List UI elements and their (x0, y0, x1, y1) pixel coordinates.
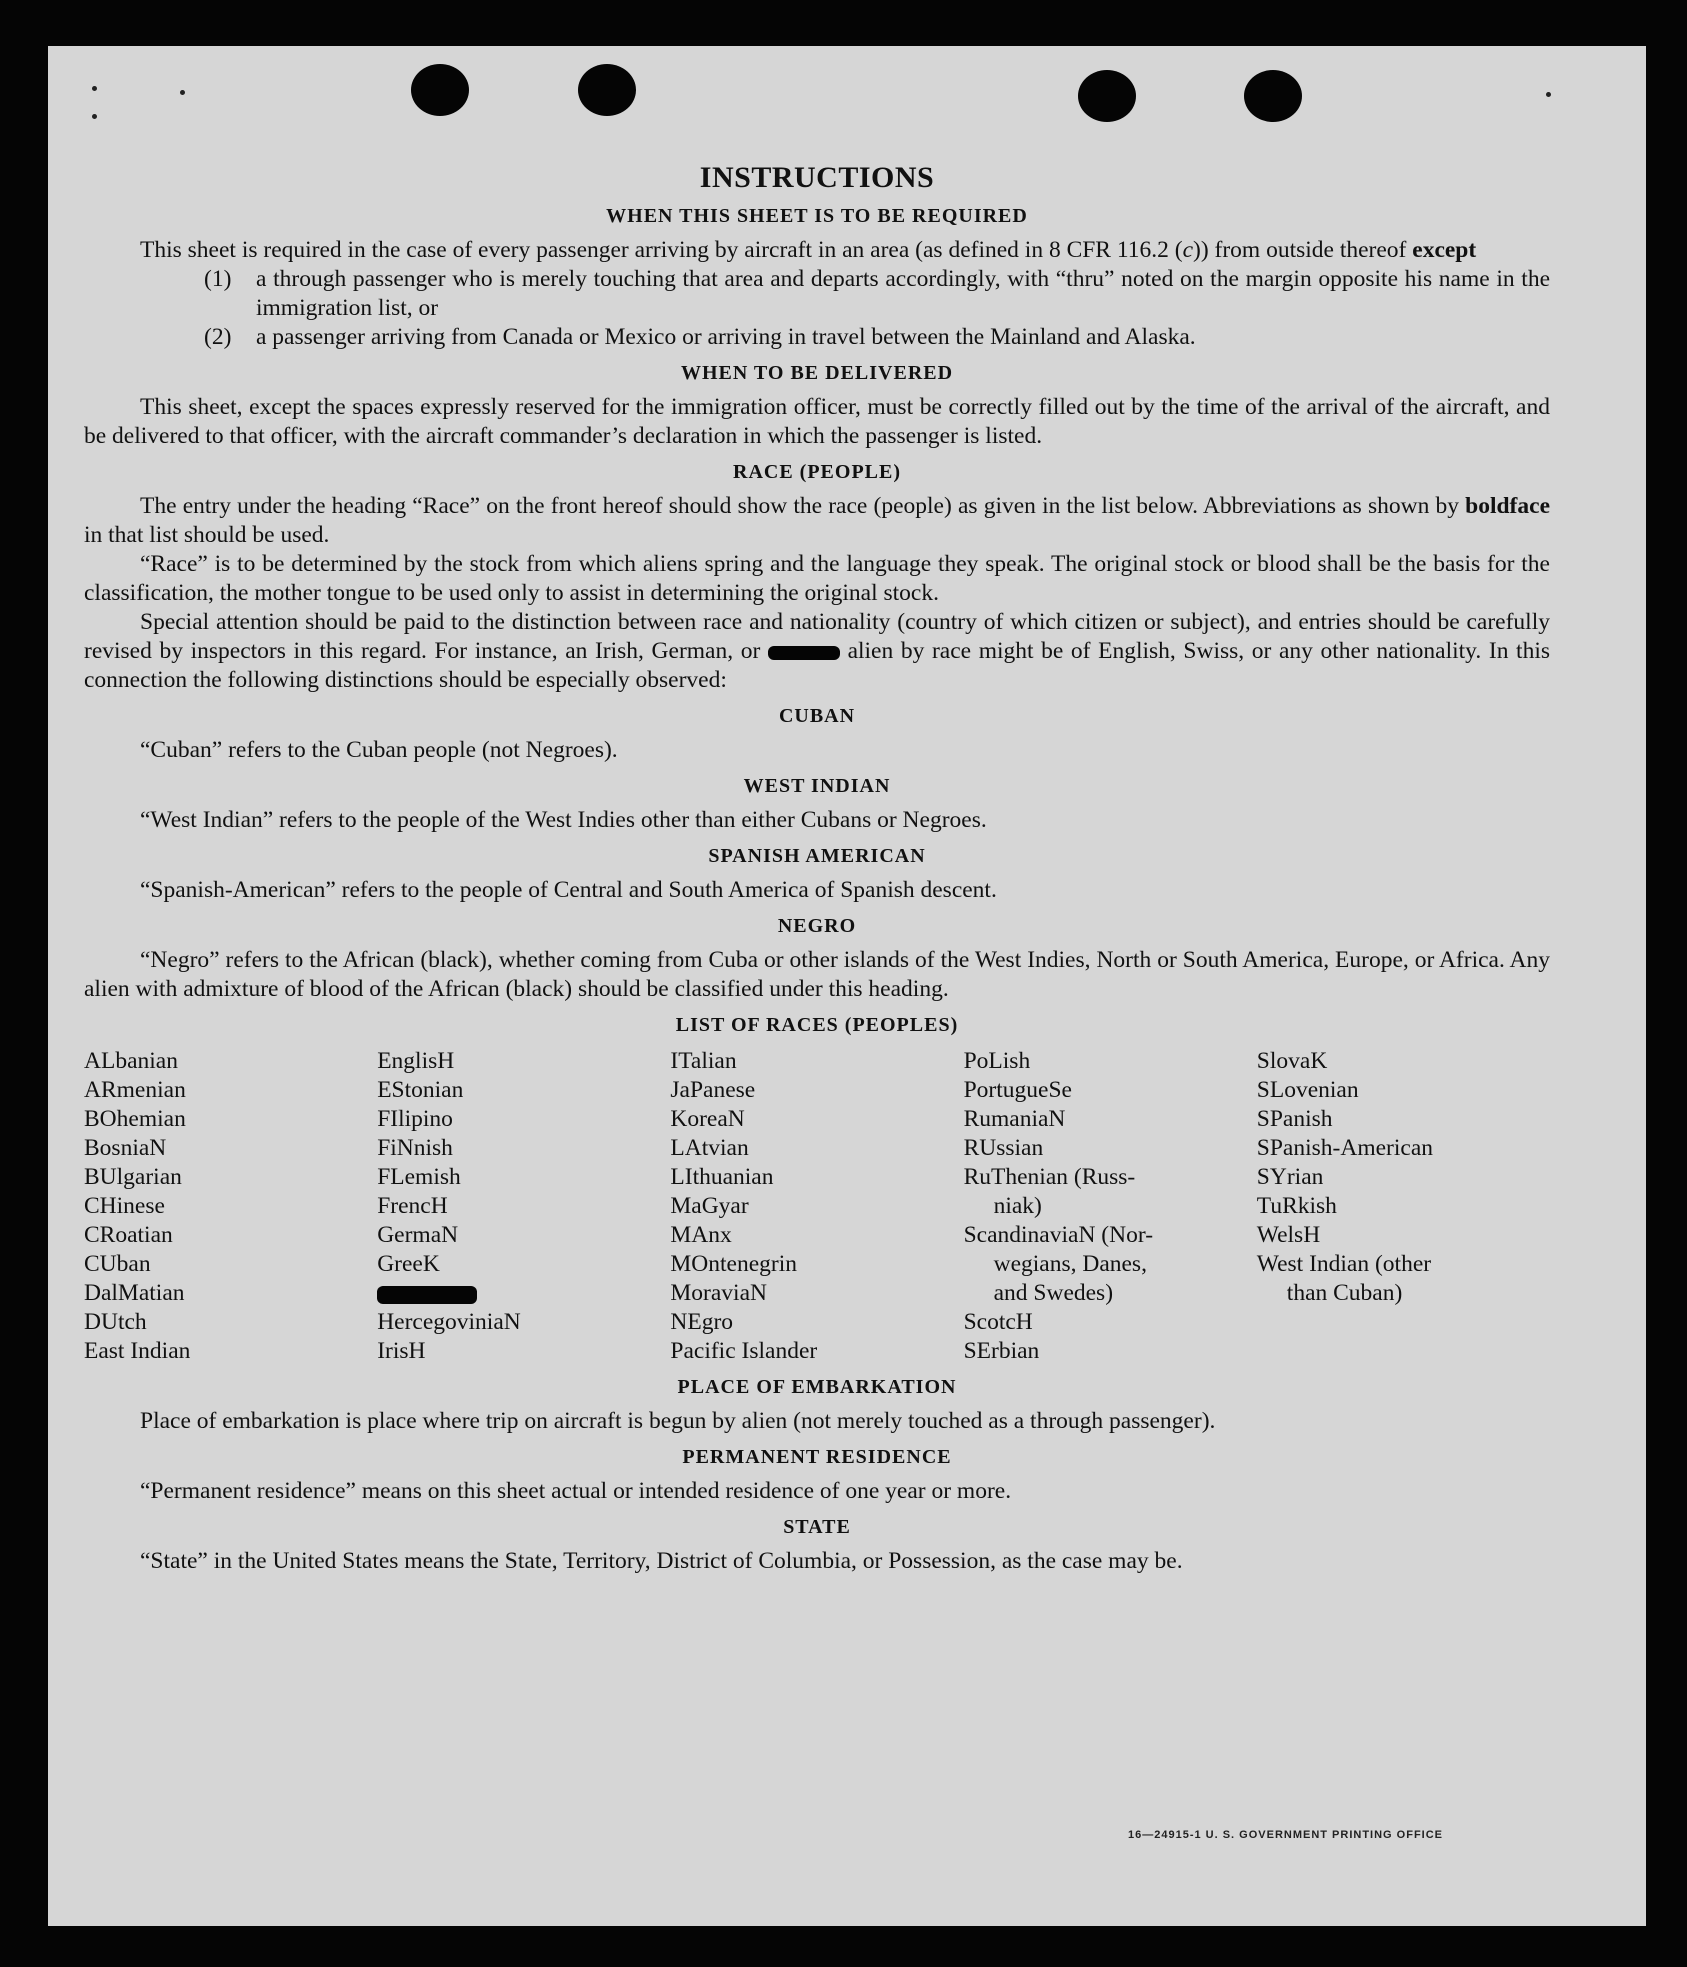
race-column (1257, 1047, 1550, 1366)
list-item: (2) a passenger arriving from Canada or Mexico or arriving in travel between the Mainland and Alaska. (204, 324, 1196, 350)
race-entry: MoraviaN (670, 1280, 767, 1306)
section-heading: NEGRO (777, 915, 857, 937)
punch-hole (1244, 70, 1302, 122)
paragraph: The entry under the heading “Race” on the front hereof should show the race (people) as given in the list below. Abbreviations as shown by boldface in that list should be used. (84, 493, 1550, 548)
race-entry: SErbian (963, 1338, 1040, 1364)
section-heading: CUBAN (778, 705, 856, 727)
punch-hole (411, 64, 469, 116)
race-entry: CUban (84, 1251, 151, 1277)
race-entry: TuRkish (1256, 1193, 1337, 1219)
race-entry: East Indian (84, 1338, 191, 1364)
race-list (84, 1047, 1550, 1366)
race-entry: SlovaK (1256, 1048, 1328, 1074)
race-entry: CHinese (84, 1193, 165, 1219)
page-title: INSTRUCTIONS (699, 161, 935, 194)
race-entry: BOhemian (84, 1106, 186, 1132)
race-entry: DUtch (84, 1309, 147, 1335)
race-entry: LAtvian (670, 1135, 749, 1161)
punch-hole (578, 64, 636, 116)
race-entry: ITalian (670, 1048, 737, 1074)
paragraph: This sheet, except the spaces expressly reserved for the immigration officer, must be correctly filled out by the time of the arrival of the aircraft, and be delivered to that officer, with the aircraft commander’s declaration in which the passenger is listed. (84, 394, 1550, 449)
section-heading: STATE (783, 1516, 851, 1538)
race-entry: RUssian (963, 1135, 1044, 1161)
race-column (964, 1047, 1257, 1366)
section-heading: LIST OF RACES (PEOPLES) (675, 1014, 959, 1036)
instructions-body (84, 161, 1550, 1576)
race-entry: DalMatian (84, 1280, 185, 1306)
section-heading: WHEN THIS SHEET IS TO BE REQUIRED (606, 205, 1028, 227)
race-entry: EStonian (377, 1077, 464, 1103)
race-entry: CRoatian (84, 1222, 173, 1248)
race-column (84, 1047, 377, 1366)
race-entry: NEgro (670, 1309, 734, 1335)
race-entry: and Swedes) (993, 1280, 1114, 1306)
redaction-mark (377, 1286, 477, 1304)
paragraph: “West Indian” refers to the people of the West Indies other than either Cubans or Negroes. (140, 807, 987, 833)
race-entry: FrencH (377, 1193, 448, 1219)
race-entry (377, 1279, 670, 1308)
race-entry: wegians, Danes, (993, 1251, 1147, 1277)
race-entry: FLemish (377, 1164, 461, 1190)
race-entry: KoreaN (670, 1106, 745, 1132)
paragraph: “Permanent residence” means on this sheet actual or intended residence of one year or more. (140, 1478, 1012, 1504)
race-entry: MaGyar (670, 1193, 749, 1219)
race-entry: than Cuban) (1286, 1280, 1403, 1306)
race-entry: BUlgarian (84, 1164, 182, 1190)
race-entry: HercegoviniaN (377, 1309, 521, 1335)
race-entry: EnglisH (377, 1048, 455, 1074)
race-entry: SPanish-American (1256, 1135, 1434, 1161)
list-item: (1) a through passenger who is merely touching that area and departs accordingly, with “thru” noted on the margin opposite his name in the immigration list, or (204, 266, 1550, 321)
section-heading: RACE (PEOPLE) (733, 461, 901, 483)
race-entry: ScandinaviaN (Nor- (963, 1222, 1154, 1248)
race-entry: PoLish (963, 1048, 1031, 1074)
race-entry: ScotcH (963, 1309, 1033, 1335)
race-entry: BosniaN (84, 1135, 167, 1161)
speck (92, 86, 97, 91)
punch-hole (1078, 70, 1136, 122)
race-entry: MOntenegrin (670, 1251, 798, 1277)
race-entry: WelsH (1256, 1222, 1321, 1248)
race-entry: SYrian (1256, 1164, 1324, 1190)
race-entry: IrisH (377, 1338, 426, 1364)
race-entry: JaPanese (670, 1077, 756, 1103)
paragraph: “Negro” refers to the African (black), whether coming from Cuba or other islands of the West Indies, North or South America, Europe, or Africa. Any alien with admixture of blood of the African (black) should be classified under this heading. (84, 947, 1550, 1002)
speck (1546, 92, 1551, 97)
speck (92, 114, 97, 119)
section-heading: WEST INDIAN (743, 775, 891, 797)
paragraph: “Cuban” refers to the Cuban people (not Negroes). (140, 737, 618, 763)
section-heading: WHEN TO BE DELIVERED (680, 362, 954, 384)
section-heading: PLACE OF EMBARKATION (677, 1376, 957, 1398)
race-entry: PortugueSe (963, 1077, 1072, 1103)
race-entry: West Indian (other (1256, 1251, 1432, 1277)
race-column (670, 1047, 963, 1366)
paragraph: Place of embarkation is place where trip on aircraft is begun by alien (not merely touched as a through passenger). (140, 1408, 1216, 1434)
paragraph: “State” in the United States means the State, Territory, District of Columbia, or Possession, as the case may be. (140, 1548, 1183, 1574)
section-heading: SPANISH AMERICAN (708, 845, 926, 867)
race-entry: niak) (993, 1193, 1042, 1219)
paragraph: This sheet is required in the case of every passenger arriving by aircraft in an area (as defined in 8 CFR 116.2 (c)) from outside thereof except (140, 237, 1477, 263)
race-entry: FiNnish (377, 1135, 453, 1161)
race-entry: Pacific Islander (670, 1338, 818, 1364)
race-entry: RuThenian (Russ- (963, 1164, 1136, 1190)
paragraph: Special attention should be paid to the distinction between race and nationality (country of which citizen or subject), and entries should be carefully revised by inspectors in this regard. For instance, an Irish, German, or alien by race might be of English, Swiss, or any other nationality. In this connection the following distinctions should be especially observed: (84, 609, 1551, 693)
redaction-mark (768, 646, 840, 660)
race-entry: SPanish (1256, 1106, 1333, 1132)
race-entry: GreeK (377, 1251, 440, 1277)
speck (180, 90, 185, 95)
race-entry: ARmenian (84, 1077, 186, 1103)
section-heading: PERMANENT RESIDENCE (682, 1446, 952, 1468)
race-entry: LIthuanian (670, 1164, 774, 1190)
race-entry: FIlipino (377, 1106, 453, 1132)
printer-imprint: 16—24915-1 U. S. GOVERNMENT PRINTING OFFICE (1128, 1829, 1444, 1841)
race-entry: RumaniaN (963, 1106, 1066, 1132)
race-entry: MAnx (670, 1222, 732, 1248)
paragraph: “Spanish-American” refers to the people of Central and South America of Spanish descent. (140, 877, 997, 903)
race-entry: ALbanian (84, 1048, 178, 1074)
race-entry: SLovenian (1256, 1077, 1359, 1103)
paragraph: “Race” is to be determined by the stock from which aliens spring and the language they speak. The original stock or blood shall be the basis for the classification, the mother tongue to be used only to assist in determining the original stock. (84, 551, 1550, 606)
document-sheet (48, 46, 1646, 1926)
race-column (377, 1047, 670, 1366)
race-entry: GermaN (377, 1222, 459, 1248)
